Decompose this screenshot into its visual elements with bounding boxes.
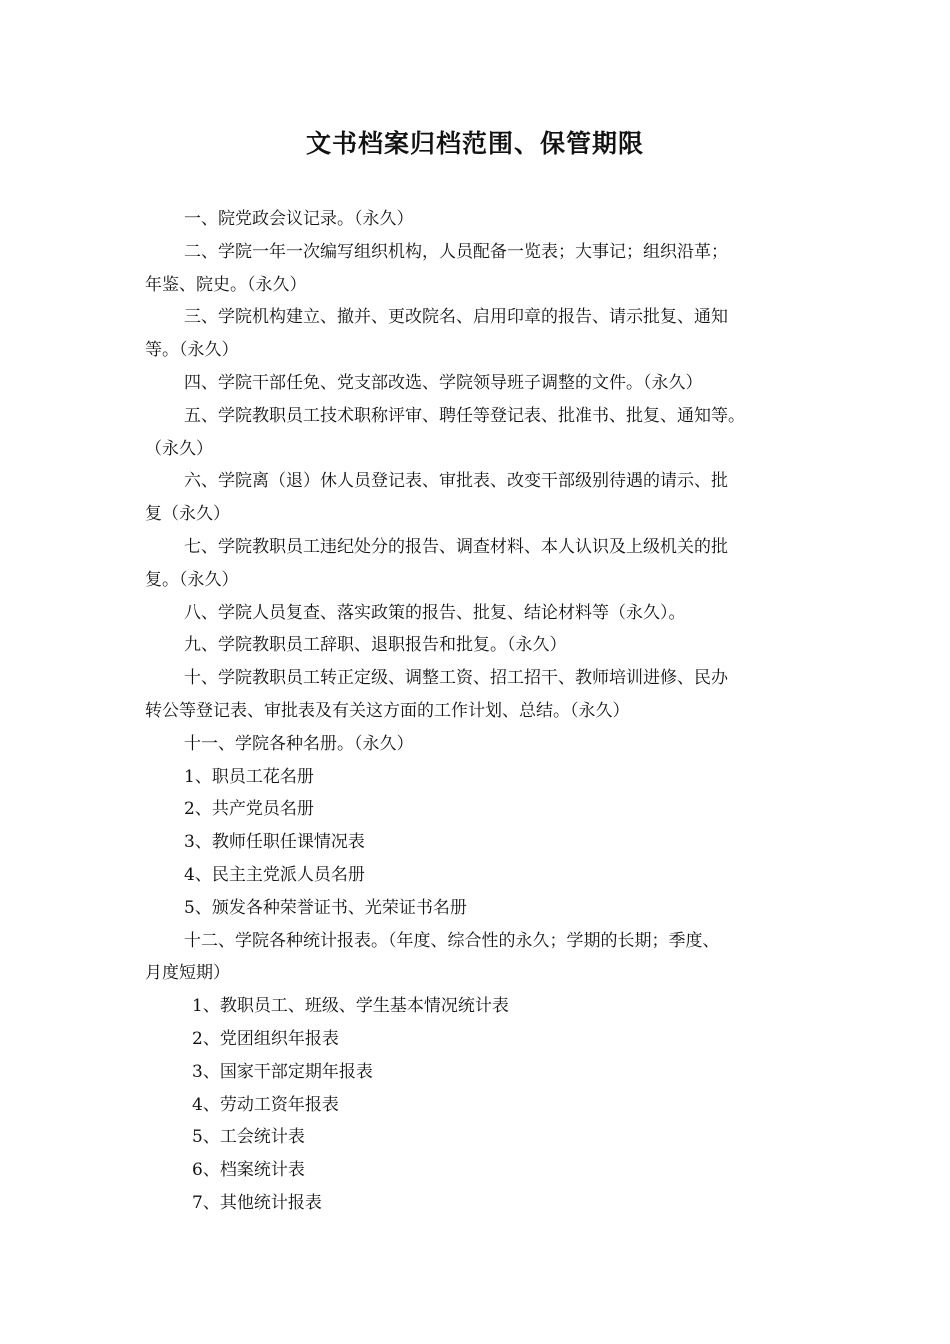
list-item: 5、颁发各种荣誉证书、光荣证书名册 — [184, 897, 467, 918]
paragraph-line: 十二、学院各种统计报表。（年度、综合性的永久；学期的长期；季度、 — [184, 930, 720, 951]
document-body — [145, 203, 825, 1220]
list-item: 6、档案统计表 — [192, 1160, 305, 1181]
paragraph-line: 十、学院教职员工转正定级、调整工资、招工招干、教师培训进修、民办 — [184, 668, 728, 689]
paragraph-line: 八、学院人员复查、落实政策的报告、批复、结论材料等（永久）。 — [184, 602, 686, 623]
list-item: 3、教师任职任课情况表 — [184, 832, 365, 853]
list-item: 1、教职员工、班级、学生基本情况统计表 — [192, 996, 509, 1017]
paragraph-line: 七、学院教职员工违纪处分的报告、调查材料、本人认识及上级机关的批 — [184, 536, 728, 557]
paragraph-line: 十一、学院各种名册。（永久） — [184, 733, 414, 754]
list-item: 3、国家干部定期年报表 — [192, 1061, 373, 1082]
paragraph-line: 等。（永久） — [145, 340, 239, 361]
paragraph-line: （永久） — [145, 438, 213, 459]
paragraph-line: 六、学院离（退）休人员登记表、审批表、改变干部级别待遇的请示、批 — [184, 471, 728, 492]
list-item: 2、党团组织年报表 — [192, 1028, 339, 1049]
paragraph-line: 九、学院教职员工辞职、退职报告和批复。（永久） — [184, 635, 567, 656]
paragraph-line: 一、院党政会议记录。（永久） — [184, 209, 414, 229]
paragraph-line: 复。（永久） — [145, 569, 239, 590]
paragraph-line: 二、学院一年一次编写组织机构，人员配备一览表；大事记；组织沿革； — [184, 241, 728, 262]
list-item: 7、其他统计报表 — [192, 1192, 322, 1213]
document-title: 文书档案归档范围、保管期限 — [305, 129, 644, 158]
paragraph-line: 五、学院教职员工技术职称评审、聘任等登记表、批准书、批复、通知等。 — [184, 405, 745, 426]
paragraph-line: 复（永久） — [145, 504, 230, 525]
paragraph-line: 年鉴、院史。（永久） — [145, 274, 307, 295]
paragraph-line: 三、学院机构建立、撤并、更改院名、启用印章的报告、请示批复、通知 — [184, 307, 728, 328]
list-item: 2、共产党员名册 — [184, 799, 314, 820]
paragraph-line: 四、学院干部任免、党支部改选、学院领导班子调整的文件。（永久） — [184, 372, 703, 393]
list-item: 4、劳动工资年报表 — [192, 1094, 339, 1115]
list-item: 1、职员工花名册 — [184, 766, 314, 787]
paragraph-line: 转公等登记表、审批表及有关这方面的工作计划、总结。（永久） — [145, 700, 630, 721]
list-item: 5、工会统计表 — [192, 1127, 305, 1148]
list-item: 4、民主主党派人员名册 — [184, 864, 365, 885]
paragraph-line: 月度短期） — [145, 963, 230, 984]
